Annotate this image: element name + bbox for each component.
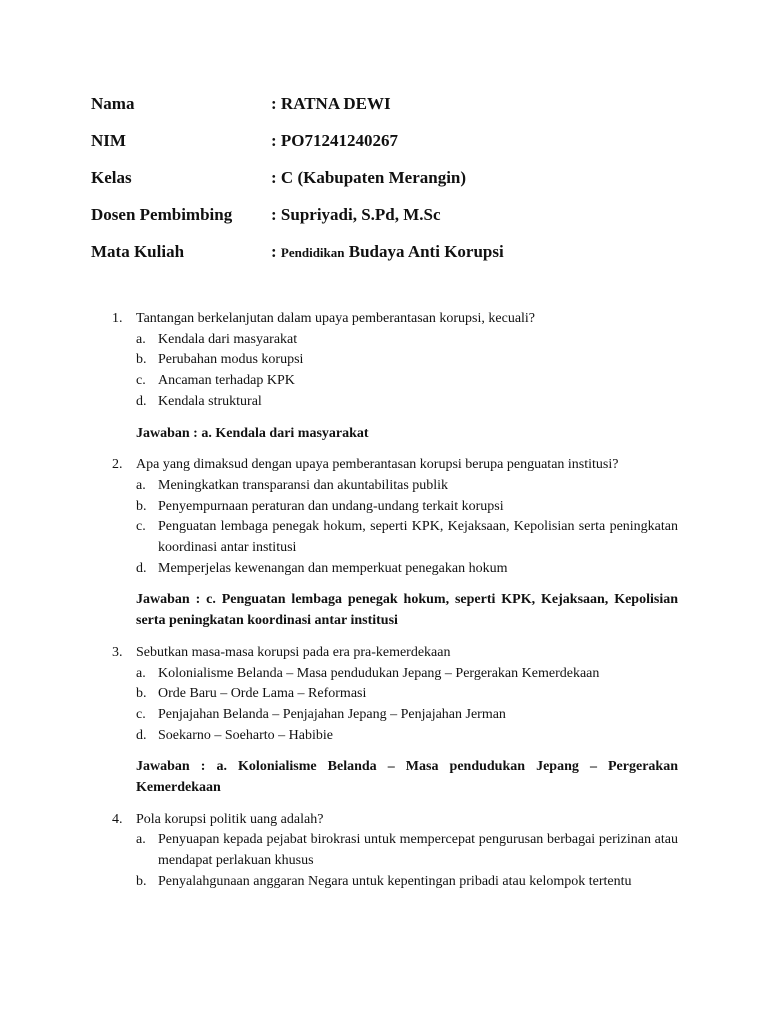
mata-kuliah-rest: Budaya Anti Korupsi xyxy=(344,242,504,261)
option-item xyxy=(112,830,678,871)
option-item xyxy=(112,392,678,413)
question-item xyxy=(112,455,678,632)
option-item xyxy=(112,726,678,747)
question-number: 2. xyxy=(112,457,123,473)
question-item xyxy=(112,810,678,893)
question-item xyxy=(112,309,678,444)
option-item xyxy=(112,330,678,351)
option-item xyxy=(112,872,678,893)
option-item xyxy=(112,371,678,392)
option-item xyxy=(112,350,678,371)
option-text: Penyempurnaan peraturan dan undang-undang terkait korupsi xyxy=(158,498,504,514)
question-text: Pola korupsi politik uang adalah? xyxy=(136,811,324,827)
option-item xyxy=(112,559,678,580)
info-row-mata-kuliah xyxy=(91,240,691,277)
option-text: Ancaman terhadap KPK xyxy=(158,373,295,389)
dosen-value: : Supriyadi, S.Pd, M.Sc xyxy=(271,205,441,224)
option-item xyxy=(112,497,678,518)
question-number: 3. xyxy=(112,644,123,660)
mata-kuliah-value xyxy=(271,240,504,265)
question-text: Sebutkan masa-masa korupsi pada era pra-kemerdekaan xyxy=(136,644,451,660)
option-letter: c. xyxy=(136,706,146,722)
option-letter: b. xyxy=(136,873,147,889)
dosen-label: Dosen Pembimbing xyxy=(91,205,233,224)
info-row-nama xyxy=(91,92,691,129)
option-letter: a. xyxy=(136,331,146,347)
option-item xyxy=(112,517,678,558)
mata-kuliah-label: Mata Kuliah xyxy=(91,242,185,261)
option-text: Penjajahan Belanda – Penjajahan Jepang – Penjajahan Jerman xyxy=(158,706,506,722)
option-text: Orde Baru – Orde Lama – Reformasi xyxy=(158,686,367,702)
kelas-label: Kelas xyxy=(91,168,132,187)
option-letter: a. xyxy=(136,477,146,493)
mata-kuliah-prefix: : xyxy=(271,242,281,261)
nim-label: NIM xyxy=(91,131,126,150)
question-text: Tantangan berkelanjutan dalam upaya pemberantasan korupsi, kecuali? xyxy=(136,311,536,326)
option-text: Meningkatkan transparansi dan akuntabilitas publik xyxy=(158,477,449,493)
student-info-header xyxy=(91,92,691,277)
question-text-line xyxy=(112,455,678,476)
question-text-line xyxy=(112,810,678,831)
kelas-value: : C (Kabupaten Merangin) xyxy=(271,168,467,187)
option-letter: c. xyxy=(136,373,146,389)
option-letter: a. xyxy=(136,832,146,848)
mata-kuliah-small-text: Pendidikan xyxy=(280,245,345,260)
option-text: Penguatan lembaga penegak hokum, seperti KPK, Kejaksaan, Kepolisian serta peningkatan koordinasi antar institusi xyxy=(158,519,678,556)
option-text: Kolonialisme Belanda – Masa pendudukan Jepang – Pergerakan Kemerdekaan xyxy=(158,665,600,681)
option-letter: b. xyxy=(136,352,147,368)
answer-text: Jawaban : a. Kendala dari masyarakat xyxy=(136,425,369,441)
option-item xyxy=(112,684,678,705)
question-number: 4. xyxy=(112,811,123,827)
question-text-line xyxy=(112,309,678,330)
info-row-nim xyxy=(91,129,691,166)
option-letter: a. xyxy=(136,665,146,681)
answer-text: Jawaban : a. Kolonialisme Belanda – Masa pendudukan Jepang – Pergerakan Kemerdekaan xyxy=(136,759,678,796)
option-letter: d. xyxy=(136,727,147,743)
option-text: Perubahan modus korupsi xyxy=(158,352,304,368)
option-text: Penyalahgunaan anggaran Negara untuk kepentingan pribadi atau kelompok tertentu xyxy=(158,873,632,889)
option-letter: c. xyxy=(136,519,146,535)
question-text-line xyxy=(112,643,678,664)
option-letter: d. xyxy=(136,560,147,576)
question-list xyxy=(112,309,678,904)
option-text: Kendala struktural xyxy=(158,393,262,409)
nama-label: Nama xyxy=(91,94,135,113)
nim-value: : PO71241240267 xyxy=(271,131,399,150)
option-text: Penyuapan kepada pejabat birokrasi untuk mempercepat pengurusan berbagai perizinan atau mendapat perlakuan khusus xyxy=(158,832,678,869)
option-letter: b. xyxy=(136,498,147,514)
option-letter: b. xyxy=(136,686,147,702)
option-letter: d. xyxy=(136,393,147,409)
info-row-dosen xyxy=(91,203,691,240)
option-text: Memperjelas kewenangan dan memperkuat penegakan hokum xyxy=(158,560,508,576)
question-number: 1. xyxy=(112,311,123,326)
info-row-kelas xyxy=(91,166,691,203)
question-item xyxy=(112,643,678,799)
option-text: Kendala dari masyarakat xyxy=(158,331,298,347)
nama-value: : RATNA DEWI xyxy=(271,94,391,113)
option-item xyxy=(112,664,678,685)
option-item xyxy=(112,705,678,726)
answer-text: Jawaban : c. Penguatan lembaga penegak hokum, seperti KPK, Kejaksaan, Kepolisian serta peningkatan koordinasi antar institusi xyxy=(136,592,678,629)
option-item xyxy=(112,476,678,497)
option-text: Soekarno – Soeharto – Habibie xyxy=(158,727,333,743)
question-text: Apa yang dimaksud dengan upaya pemberantasan korupsi berupa penguatan institusi? xyxy=(136,457,619,473)
